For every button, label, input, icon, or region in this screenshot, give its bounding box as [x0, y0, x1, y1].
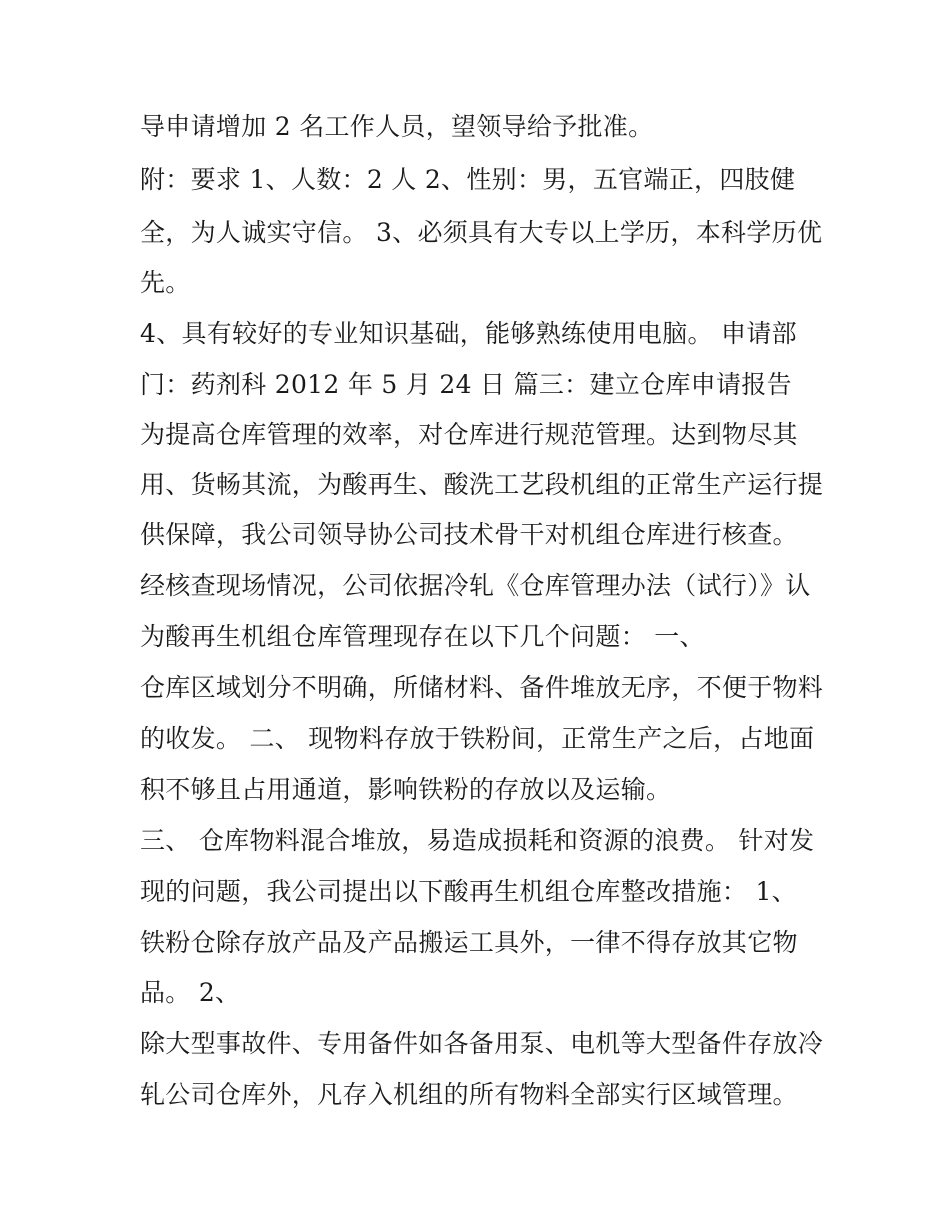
text-line-3: 全，为人诚实守信。 3、必须具有大专以上学历，本科学历优	[140, 218, 823, 247]
text-line-15: 三、 仓库物料混合堆放，易造成损耗和资源的浪费。 针对发	[140, 826, 815, 855]
text-line-17: 铁粉仓除存放产品及产品搬运工具外，一律不得存放其它物	[140, 928, 798, 957]
text-line-5: 4、具有较好的专业知识基础，能够熟练使用电脑。 申请部	[140, 319, 797, 348]
text-line-4: 先。	[140, 268, 191, 297]
text-line-1: 导申请增加 2 名工作人员，望领导给予批准。	[140, 112, 654, 141]
text-line-8: 用、货畅其流，为酸再生、酸洗工艺段机组的正常生产运行提	[140, 470, 824, 499]
text-line-2: 附：要求 1、人数：2 人 2、性别：男，五官端正，四肢健	[140, 165, 796, 194]
text-line-19: 除大型事故件、专用备件如各备用泵、电机等大型备件存放冷	[140, 1029, 824, 1058]
text-line-18: 品。 2、	[140, 978, 241, 1007]
text-line-12: 仓库区域划分不明确，所储材料、备件堆放无序，不便于物料	[140, 673, 824, 702]
text-line-13: 的收发。 二、 现物料存放于铁粉间，正常生产之后，占地面	[140, 724, 815, 753]
text-line-14: 积不够且占用通道，影响铁粉的存放以及运输。	[140, 775, 672, 804]
text-line-10: 经核查现场情况，公司依据冷轧《仓库管理办法（试行）》认	[140, 571, 811, 600]
text-line-20: 轧公司仓库外，凡存入机组的所有物料全部实行区域管理。	[140, 1080, 798, 1109]
text-line-9: 供保障，我公司领导协公司技术骨干对机组仓库进行核查。	[140, 520, 798, 549]
text-line-6: 门：药剂科 2012 年 5 月 24 日 篇三：建立仓库申请报告	[140, 370, 792, 399]
text-line-7: 为提高仓库管理的效率，对仓库进行规范管理。达到物尽其	[140, 420, 798, 449]
text-line-16: 现的问题，我公司提出以下酸再生机组仓库整改措施： 1、	[140, 877, 797, 906]
text-line-11: 为酸再生机组仓库管理现存在以下几个问题： 一、	[140, 622, 705, 651]
